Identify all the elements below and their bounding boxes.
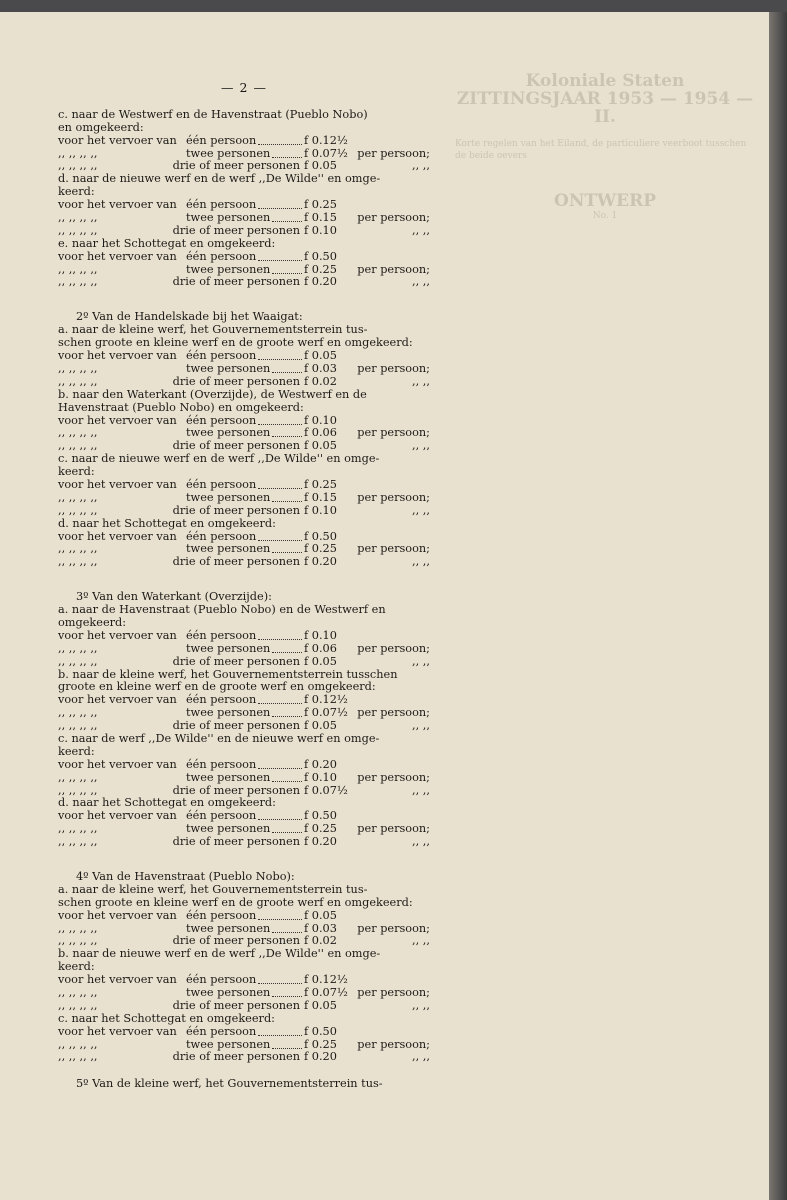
fare-qualifier: voor het vervoer van (58, 693, 177, 707)
dot-leader (272, 1039, 302, 1049)
fare-label: drie of meer personen (172, 503, 300, 517)
fare-label: één persoon (186, 249, 257, 263)
fare-row (58, 1051, 430, 1064)
fare-qualifier: ,, ,, ,, ,, (58, 706, 98, 720)
route-intro: a. naar de kleine werf, het Gouvernementsterrein tus- (58, 882, 368, 896)
fare-row (58, 910, 430, 923)
fare-amount: f 0.10 (304, 223, 337, 237)
fare-amount: f 0.10 (304, 628, 337, 642)
dot-leader (258, 810, 302, 820)
route-intro-continued: groote en kleine werf en de groote werf en omgekeerd: (58, 680, 376, 694)
dot-leader (272, 427, 302, 437)
route-intro-continued: Havenstraat (Pueblo Nobo) en omgekeerd: (58, 400, 304, 414)
ghost-ontwerp: ONTWERP (554, 191, 656, 211)
fare-label: twee personen (186, 641, 271, 655)
dot-leader (258, 531, 302, 541)
fare-per: ,, ,, (412, 439, 430, 453)
fare-qualifier: ,, ,, ,, ,, (58, 542, 98, 556)
fare-per: per persoon; (357, 361, 430, 375)
fare-per (350, 479, 430, 492)
fare-per: per persoon; (357, 822, 430, 836)
fare-amount: f 0.25 (304, 477, 337, 491)
fare-per: ,, ,, (412, 654, 430, 668)
fare-amount: f 0.20 (304, 275, 337, 289)
dot-leader (258, 135, 302, 145)
fare-row (58, 772, 430, 785)
fare-qualifier: ,, ,, ,, ,, (58, 146, 98, 160)
fare-label: één persoon (186, 628, 257, 642)
fare-qualifier: voor het vervoer van (58, 477, 177, 491)
fare-per: per persoon; (357, 146, 430, 160)
section-spacer (58, 849, 430, 861)
fare-amount: f 0.12½ (304, 133, 348, 147)
fare-label: één persoon (186, 198, 257, 212)
fare-label: drie of meer personen (172, 374, 300, 388)
fare-amount: f 0.20 (304, 555, 337, 569)
ghost-note: Korte regelen van het Eiland, de particuliere veerboot tusschen de beide oevers (455, 139, 747, 161)
dot-leader (258, 974, 302, 984)
fare-qualifier: ,, ,, ,, ,, (58, 439, 98, 453)
fare-row (58, 225, 430, 238)
fare-amount: f 0.50 (304, 249, 337, 263)
dot-leader (272, 987, 302, 997)
fare-per: ,, ,, (412, 159, 430, 173)
fare-per: per persoon; (357, 542, 430, 556)
fare-amount: f 0.12½ (304, 973, 348, 987)
fare-label: één persoon (186, 1024, 257, 1038)
fare-qualifier: ,, ,, ,, ,, (58, 986, 98, 1000)
fare-amount: f 0.25 (304, 1037, 337, 1051)
fare-per (350, 759, 430, 772)
fare-row (58, 479, 430, 492)
dot-leader (258, 910, 302, 920)
fare-qualifier: ,, ,, ,, ,, (58, 998, 98, 1012)
fare-label: twee personen (186, 490, 271, 504)
fare-qualifier: ,, ,, ,, ,, (58, 719, 98, 733)
fare-per: per persoon; (357, 262, 430, 276)
fare-label: twee personen (186, 361, 271, 375)
dot-leader (272, 363, 302, 373)
fare-amount: f 0.06 (304, 641, 337, 655)
ghost-nr: No. 1 (592, 211, 618, 221)
fare-qualifier: voor het vervoer van (58, 973, 177, 987)
fare-per: ,, ,, (412, 223, 430, 237)
fare-qualifier: ,, ,, ,, ,, (58, 835, 98, 849)
section-heading: 4º Van de Havenstraat (Pueblo Nobo): (76, 870, 295, 883)
fare-qualifier: ,, ,, ,, ,, (58, 1037, 98, 1051)
dot-leader (258, 415, 302, 425)
document-page (0, 12, 769, 1200)
fare-row (58, 643, 430, 656)
fare-row (58, 759, 430, 772)
fare-qualifier: ,, ,, ,, ,, (58, 641, 98, 655)
dot-leader (258, 1026, 302, 1036)
fare-row (58, 212, 430, 225)
fare-per: per persoon; (357, 426, 430, 440)
fare-row (58, 251, 430, 264)
fare-amount: f 0.07½ (304, 706, 348, 720)
fare-per: ,, ,, (412, 503, 430, 517)
fare-row (58, 1000, 430, 1013)
route-intro-continued: schen groote en kleine werf en de groote werf en omgekeerd: (58, 336, 413, 350)
fare-per: per persoon; (357, 490, 430, 504)
fare-qualifier: ,, ,, ,, ,, (58, 374, 98, 388)
fare-amount: f 0.15 (304, 211, 337, 225)
fare-amount: f 0.07½ (304, 986, 348, 1000)
route-intro-continued: schen groote en kleine werf en de groote werf en omgekeerd: (58, 895, 413, 909)
fare-label: één persoon (186, 529, 257, 543)
fare-label: drie of meer personen (172, 719, 300, 733)
fare-amount: f 0.25 (304, 542, 337, 556)
fare-qualifier: ,, ,, ,, ,, (58, 934, 98, 948)
fare-amount: f 0.20 (304, 757, 337, 771)
fare-row (58, 276, 430, 289)
fare-per: per persoon; (357, 986, 430, 1000)
fare-qualifier: ,, ,, ,, ,, (58, 503, 98, 517)
fare-row (58, 630, 430, 643)
fare-label: twee personen (186, 542, 271, 556)
fare-qualifier: voor het vervoer van (58, 628, 177, 642)
dot-leader (272, 148, 302, 158)
fare-row (58, 556, 430, 569)
route-intro: b. naar den Waterkant (Overzijde), de Westwerf en de (58, 387, 367, 401)
fare-amount: f 0.06 (304, 426, 337, 440)
fare-qualifier: ,, ,, ,, ,, (58, 361, 98, 375)
tariff-text (58, 82, 430, 1091)
dot-leader (272, 823, 302, 833)
fare-label: één persoon (186, 809, 257, 823)
fare-amount: f 0.05 (304, 719, 337, 733)
fare-label: twee personen (186, 822, 271, 836)
fare-per (350, 1026, 430, 1039)
fare-label: twee personen (186, 986, 271, 1000)
fare-per (350, 630, 430, 643)
fare-amount: f 0.50 (304, 529, 337, 543)
fare-label: één persoon (186, 413, 257, 427)
fare-amount: f 0.10 (304, 770, 337, 784)
section-heading: 3º Van den Waterkant (Overzijde): (76, 590, 272, 604)
fare-qualifier: voor het vervoer van (58, 529, 177, 543)
fare-row (58, 505, 430, 518)
fare-row (58, 836, 430, 849)
fare-label: twee personen (186, 706, 271, 720)
fare-per (350, 910, 430, 923)
fare-qualifier: ,, ,, ,, ,, (58, 555, 98, 569)
fare-qualifier: ,, ,, ,, ,, (58, 654, 98, 668)
sections-container (58, 109, 430, 1064)
fare-label: één persoon (186, 693, 257, 707)
fare-per (350, 350, 430, 363)
dot-leader (272, 492, 302, 502)
fare-label: drie of meer personen (172, 439, 300, 453)
route-intro-continued: keerd: (58, 960, 95, 974)
dot-leader (258, 759, 302, 769)
fare-amount: f 0.15 (304, 490, 337, 504)
fare-per: ,, ,, (412, 275, 430, 289)
fare-label: twee personen (186, 1037, 271, 1051)
fare-per (350, 135, 430, 148)
section-heading: 2º Van de Handelskade bij het Waaigat: (76, 310, 303, 324)
dot-leader (272, 923, 302, 933)
route-intro: a. naar de Havenstraat (Pueblo Nobo) en de Westwerf en (58, 603, 386, 617)
fare-amount: f 0.05 (304, 159, 337, 173)
dot-leader (258, 350, 302, 360)
fare-qualifier: voor het vervoer van (58, 809, 177, 823)
fare-label: drie of meer personen (172, 783, 300, 797)
dot-leader (258, 479, 302, 489)
fare-qualifier: voor het vervoer van (58, 413, 177, 427)
fare-amount: f 0.25 (304, 262, 337, 276)
fare-label: één persoon (186, 349, 257, 363)
route-intro-continued: keerd: (58, 465, 95, 479)
fare-qualifier: ,, ,, ,, ,, (58, 490, 98, 504)
fare-amount: f 0.50 (304, 809, 337, 823)
fare-label: twee personen (186, 921, 271, 935)
fare-per (350, 251, 430, 264)
fare-per: ,, ,, (412, 1050, 430, 1064)
fare-label: twee personen (186, 262, 271, 276)
fare-qualifier: ,, ,, ,, ,, (58, 921, 98, 935)
fare-row (58, 135, 430, 148)
fare-qualifier: ,, ,, ,, ,, (58, 159, 98, 173)
fare-qualifier: voor het vervoer van (58, 908, 177, 922)
fare-amount: f 0.05 (304, 654, 337, 668)
fare-label: één persoon (186, 757, 257, 771)
section-spacer (58, 289, 430, 301)
fare-row (58, 656, 430, 669)
route-intro-continued: keerd: (58, 185, 95, 199)
fare-row (58, 987, 430, 1000)
fare-row (58, 376, 430, 389)
fare-label: drie of meer personen (172, 555, 300, 569)
route-intro: c. naar het Schottegat en omgekeerd: (58, 1011, 275, 1025)
fare-amount: f 0.50 (304, 1024, 337, 1038)
fare-per: ,, ,, (412, 835, 430, 849)
route-intro: d. naar het Schottegat en omgekeerd: (58, 516, 276, 530)
fare-label: drie of meer personen (172, 654, 300, 668)
fare-per: per persoon; (357, 211, 430, 225)
fare-row (58, 350, 430, 363)
route-intro: d. naar de nieuwe werf en de werf ,,De Wilde'' en omge- (58, 172, 381, 186)
fare-qualifier: voor het vervoer van (58, 198, 177, 212)
fare-amount: f 0.05 (304, 349, 337, 363)
fare-amount: f 0.25 (304, 198, 337, 212)
fare-per: ,, ,, (412, 934, 430, 948)
fare-row (58, 492, 430, 505)
route-intro: d. naar het Schottegat en omgekeerd: (58, 796, 276, 810)
fare-per: ,, ,, (412, 783, 430, 797)
fare-per: ,, ,, (412, 555, 430, 569)
fare-amount: f 0.25 (304, 822, 337, 836)
fare-label: twee personen (186, 426, 271, 440)
fare-amount: f 0.05 (304, 439, 337, 453)
fare-amount: f 0.02 (304, 934, 337, 948)
ghost-title: Koloniale Staten (525, 71, 685, 91)
route-intro: b. naar de kleine werf, het Gouvernementsterrein tusschen (58, 667, 398, 681)
fare-per: per persoon; (357, 921, 430, 935)
fare-qualifier: ,, ,, ,, ,, (58, 822, 98, 836)
route-intro: a. naar de kleine werf, het Gouvernementsterrein tus- (58, 323, 368, 337)
fare-qualifier: voor het vervoer van (58, 1024, 177, 1038)
dot-leader (272, 212, 302, 222)
fare-qualifier: ,, ,, ,, ,, (58, 262, 98, 276)
route-intro: c. naar de Westwerf en de Havenstraat (Pueblo Nobo) (58, 107, 368, 121)
dot-leader (272, 772, 302, 782)
fare-qualifier: voor het vervoer van (58, 757, 177, 771)
fare-label: één persoon (186, 973, 257, 987)
route-intro: c. naar de werf ,,De Wilde'' en de nieuwe werf en omge- (58, 731, 380, 745)
ghost-session: ZITTINGSJAAR 1953 — 1954 — II. (456, 89, 754, 127)
fare-per: per persoon; (357, 706, 430, 720)
dot-leader (272, 543, 302, 553)
dot-leader (258, 630, 302, 640)
final-line: 5º Van de kleine werf, het Gouvernementsterrein tus- (76, 1077, 383, 1091)
dot-leader (258, 694, 302, 704)
fare-amount: f 0.05 (304, 908, 337, 922)
fare-amount: f 0.03 (304, 921, 337, 935)
route-intro: e. naar het Schottegat en omgekeerd: (58, 236, 276, 250)
fare-qualifier: ,, ,, ,, ,, (58, 783, 98, 797)
section-spacer (58, 569, 430, 581)
fare-row (58, 1026, 430, 1039)
route-intro: b. naar de nieuwe werf en de werf ,,De Wilde'' en omge- (58, 947, 381, 961)
fare-qualifier: ,, ,, ,, ,, (58, 1050, 98, 1064)
dot-leader (272, 264, 302, 274)
fare-label: drie of meer personen (172, 275, 300, 289)
fare-label: drie of meer personen (172, 1050, 300, 1064)
fare-row (58, 363, 430, 376)
fare-amount: f 0.10 (304, 413, 337, 427)
fare-amount: f 0.20 (304, 1050, 337, 1064)
fare-qualifier: ,, ,, ,, ,, (58, 426, 98, 440)
fare-qualifier: voor het vervoer van (58, 133, 177, 147)
fare-per: per persoon; (357, 641, 430, 655)
route-intro: c. naar de nieuwe werf en de werf ,,De Wilde'' en omge- (58, 452, 380, 466)
route-intro-continued: keerd: (58, 744, 95, 758)
page-edge (769, 12, 787, 1200)
fare-label: drie of meer personen (172, 934, 300, 948)
fare-label: één persoon (186, 477, 257, 491)
fare-label: twee personen (186, 211, 271, 225)
fare-per: per persoon; (357, 1037, 430, 1051)
fare-amount: f 0.12½ (304, 693, 348, 707)
fare-amount: f 0.10 (304, 503, 337, 517)
fare-amount: f 0.05 (304, 998, 337, 1012)
fare-qualifier: ,, ,, ,, ,, (58, 223, 98, 237)
fare-per: ,, ,, (412, 998, 430, 1012)
fare-per: ,, ,, (412, 719, 430, 733)
fare-per: ,, ,, (412, 374, 430, 388)
route-intro-continued: omgekeerd: (58, 615, 127, 629)
fare-amount: f 0.07½ (304, 783, 348, 797)
fare-label: één persoon (186, 908, 257, 922)
bleed-through-text (455, 72, 755, 222)
fare-amount: f 0.20 (304, 835, 337, 849)
fare-amount: f 0.07½ (304, 146, 348, 160)
fare-label: één persoon (186, 133, 257, 147)
route-intro-continued: en omgekeerd: (58, 120, 144, 134)
fare-amount: f 0.03 (304, 361, 337, 375)
fare-per: per persoon; (357, 770, 430, 784)
fare-qualifier: voor het vervoer van (58, 349, 177, 363)
dot-leader (258, 251, 302, 261)
fare-amount: f 0.02 (304, 374, 337, 388)
fare-label: twee personen (186, 146, 271, 160)
fare-label: drie of meer personen (172, 159, 300, 173)
fare-label: drie of meer personen (172, 835, 300, 849)
dot-leader (272, 643, 302, 653)
fare-label: drie of meer personen (172, 223, 300, 237)
fare-label: twee personen (186, 770, 271, 784)
fare-qualifier: ,, ,, ,, ,, (58, 211, 98, 225)
dot-leader (258, 199, 302, 209)
fare-label: drie of meer personen (172, 998, 300, 1012)
dot-leader (272, 707, 302, 717)
fare-qualifier: voor het vervoer van (58, 249, 177, 263)
fare-qualifier: ,, ,, ,, ,, (58, 275, 98, 289)
fare-qualifier: ,, ,, ,, ,, (58, 770, 98, 784)
page-number: — 2 — (221, 80, 267, 95)
